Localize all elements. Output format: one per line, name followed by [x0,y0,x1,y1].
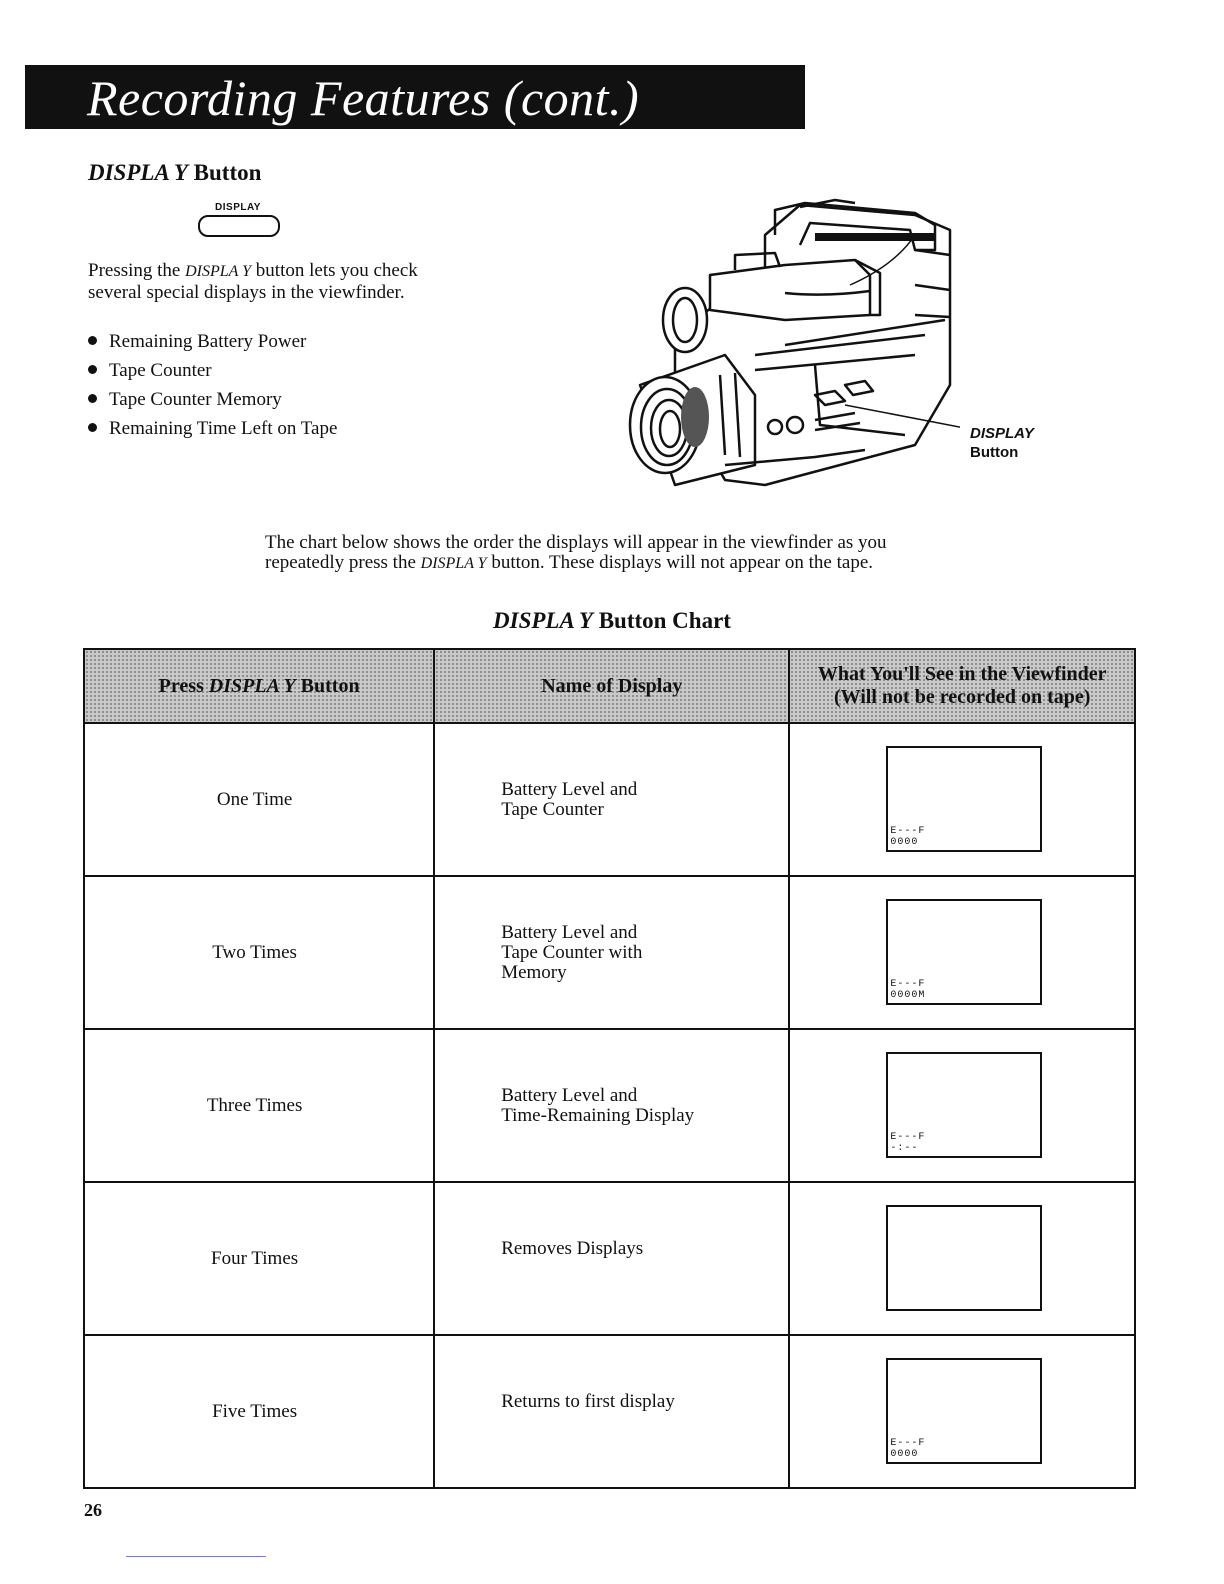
press-count-cell: Three Times [84,1029,434,1182]
chart-intro-before: The chart below shows the order the displays will appear in the viewfinder as you repeatedly press the [265,532,887,573]
viewfinder-cell [789,1335,1135,1488]
list-item [88,330,337,359]
display-name-line: Memory [501,961,567,983]
list-item [88,359,337,388]
page-title-bar [25,65,805,129]
intro-after: button lets you check several special displays in the viewfinder. [88,260,418,303]
display-name-line: Tape Counter with [501,941,643,963]
viewfinder-readout: E---F 0000M [890,979,926,1001]
viewfinder-screen [886,899,1042,1005]
header-press-button-name: DISPLA Y [208,674,296,697]
page-title: Recording Features (cont.) [87,70,640,126]
list-item [88,417,337,446]
page-number: 26 [84,1500,102,1520]
display-button-pill-icon [198,215,280,237]
feature-bullet-list [88,330,337,446]
display-name-cell [434,876,789,1029]
section-intro-text [88,260,428,303]
table-row [84,723,1135,876]
column-header-press [84,649,434,723]
display-button-graphic-label: DISPLAY [215,202,261,213]
table-row [84,1335,1135,1488]
chart-title-rest: Button Chart [598,608,731,633]
table-row [84,1182,1135,1335]
viewfinder-readout: E---F 0000 [890,1438,926,1460]
column-header-name: Name of Display [434,649,789,723]
bullet-icon [88,423,97,432]
display-name-cell [434,723,789,876]
display-name-line: Battery Level and [501,778,638,800]
viewfinder-screen [886,1358,1042,1464]
display-button-chart-table [83,648,1136,1489]
viewfinder-screen [886,746,1042,852]
header-viewfinder-line1: What You'll See in the Viewfinder [817,663,1107,685]
camcorder-illustration [615,195,960,495]
table-row [84,1029,1135,1182]
chart-intro-button-name: DISPLA Y [420,555,487,572]
viewfinder-readout: E---F 0000 [890,826,926,848]
table-row [84,876,1135,1029]
press-count-cell: Two Times [84,876,434,1029]
table-header-row [84,649,1135,723]
list-item-label: Remaining Battery Power [109,331,307,352]
viewfinder-screen [886,1205,1042,1311]
display-name-line: Time-Remaining Display [501,1104,695,1126]
viewfinder-screen [886,1052,1042,1158]
callout-button-name: DISPLAY [970,425,1034,442]
section-heading [88,160,261,186]
display-name-line: Battery Level and [501,1084,638,1106]
viewfinder-cell [789,876,1135,1029]
intro-before: Pressing the [88,260,181,281]
display-name-line: Returns to first display [501,1390,675,1412]
display-name-cell [434,1335,789,1488]
press-count-cell: One Time [84,723,434,876]
chart-title-button-name: DISPLA Y [493,608,593,633]
viewfinder-cell [789,1029,1135,1182]
list-item [88,388,337,417]
display-button-graphic [198,202,278,237]
press-count-cell: Five Times [84,1335,434,1488]
viewfinder-cell [789,1182,1135,1335]
viewfinder-cell [789,723,1135,876]
display-name-cell [434,1029,789,1182]
display-name-line: Tape Counter [501,798,604,820]
header-viewfinder-line2: (Will not be recorded on tape) [833,686,1091,708]
intro-button-name: DISPLA Y [185,263,252,280]
section-heading-rest: Button [193,160,262,185]
bullet-icon [88,336,97,345]
header-press-prefix: Press [158,674,204,697]
display-name-cell [434,1182,789,1335]
list-item-label: Tape Counter [109,360,212,381]
column-header-viewfinder [789,649,1135,723]
display-name-line: Removes Displays [501,1237,644,1259]
bullet-icon [88,394,97,403]
chart-intro-text [265,533,965,574]
chart-intro-after: button. These displays will not appear on the tape. [491,552,874,573]
section-heading-button-name: DISPLA Y [88,160,188,185]
header-press-suffix: Button [300,674,360,697]
list-item-label: Remaining Time Left on Tape [109,418,338,439]
viewfinder-readout: E---F -:-- [890,1132,926,1154]
press-count-cell: Four Times [84,1182,434,1335]
list-item-label: Tape Counter Memory [109,389,282,410]
footer-rule [126,1556,266,1557]
display-button-callout [970,424,1034,462]
callout-button-word: Button [970,444,1019,461]
chart-title [0,608,1224,634]
display-name-line: Battery Level and [501,921,638,943]
bullet-icon [88,365,97,374]
